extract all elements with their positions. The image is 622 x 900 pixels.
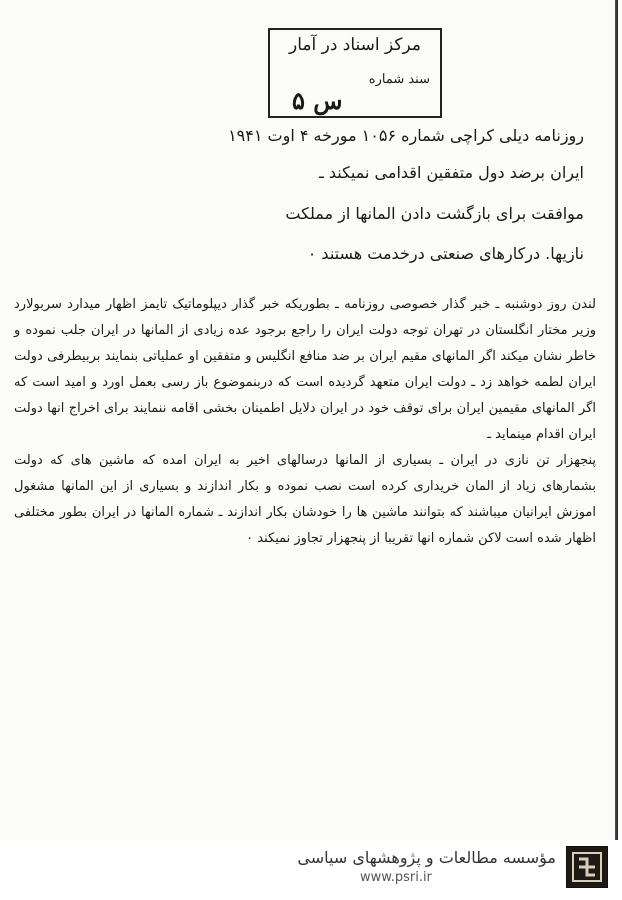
institute-name: مؤسسه مطالعات و پژوهشهای سیاسی: [297, 848, 556, 867]
institute-url[interactable]: www.psri.ir: [360, 870, 432, 885]
stamp-title: مرکز اسناد در آمار: [288, 35, 421, 55]
paragraph-2: پنجهزار تن نازی در ایران ـ بسیاری از المانها درسالهای اخیر به ایران امده که ماشین های که دولت بشمارهای زیاد از المان خریداری کرده است نصب نموده و بکار اندازند و بسیاری از این المانها مشغول اموزش ایرانیان میباشند که بتوانند ماشین ها را خودشان بکار اندازند ـ شماره المانها در ایران بطور مختلفی اظهار شده است لاکن شماره انها تقریبا از پنجهزار تجاوز نمیکند ۰: [14, 453, 596, 546]
stamp-label: سند شماره: [368, 72, 430, 87]
article-body: [14, 292, 596, 552]
paragraph-1: لندن روز دوشنبه ـ خبر گذار خصوصی روزنامه ـ بطوریکه خبر گذار دیپلوماتیک تایمز اظهار میدارد سربولارد وزیر مختار انگلستان در تهران توجه دولت ایران را راجع برجود عده زیادی از المانها در ایران جلب نموده و خاطر نشان میکند اگر المانهای مقیم ایران بر ضد منافع انگلیس و متفقین او عملیاتی بنمایند بربیطرفی دولت ایران لطمه خواهد زد ـ دولت ایران متعهد گردیده است که دربنموضوع باز رسی بعمل اورد و امید است که اگر المانهای مقیمین ایران برای توقف خود در ایران دلایل اطمینان بخشی اقامه ننمایند برای اخراج انها دولت ایران اقدام مینماید ـ: [14, 297, 596, 442]
headline-1: ایران برضد دول متفقین اقدامی نمیکند ـ: [319, 163, 584, 182]
newspaper-reference: روزنامه دیلی کراچی شماره ۱۰۵۶ مورخه ۴ اوت ۱۹۴۱: [228, 126, 584, 145]
archive-stamp: [268, 28, 442, 118]
stamp-number: ۵ س: [292, 86, 343, 115]
headline-3: نازیها. درکارهای صنعتی درخدمت هستند ۰: [307, 244, 584, 263]
institute-logo-icon: [566, 846, 608, 888]
page-edge-shadow: [615, 0, 618, 900]
headline-2: موافقت برای بازگشت دادن المانها از مملکت: [285, 204, 584, 223]
